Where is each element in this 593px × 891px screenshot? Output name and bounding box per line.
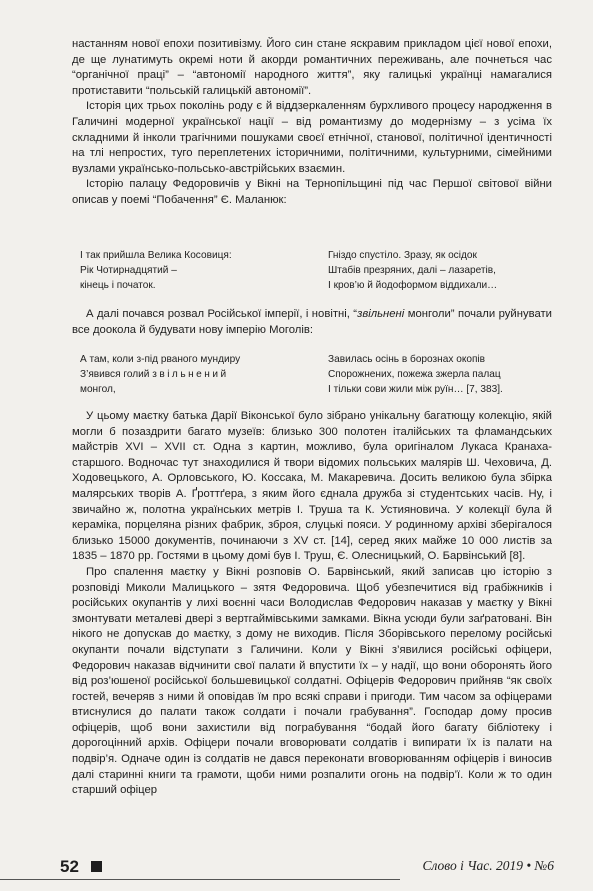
poem-line: І кров’ю й йодоформом віддихали… — [328, 280, 498, 291]
journal-title: Слово і Час. 2019 • №6 — [422, 858, 554, 873]
poem-line: монгол, — [80, 384, 116, 395]
paragraph: У цьому маєтку батька Дарії Віконської було зібрано унікальну багатющу колекцію, якій могли б позаздрити багато музеїв: близько 300 полотен італійських та фламандських майстрів XVI – XVII ст. Одна з картин, можливо, була оригіналом Лукаса Кранаха-старшого. Водночас тут знаходилися й твори відомих польських малярів Ш. Чеховича, Д. Ходовецького, А. Орловського, Ю. Коссака, М. Макаревича. Досить великою була збірка малярських творів А. Ґроттґера, з яким його єднала дружба зі студентських часів. Ну, і звичайно ж, полотна українських метрів І. Труша та К. Устияновича. У колекції була й кераміка, порцеляна різних фабрик, зброя, слуцькі пояси. У родинному архіві зберігалося близько 15000 документів, починаючи з XV ст. [14], серед яких майже 10 000 листів за 1835 – 1870 рр. Гостями в цьому домі був І. Труш, Є. Олесницький, О. Барвінський [8]. — [72, 410, 552, 563]
poem-line — [80, 367, 300, 382]
footer-rule — [0, 879, 400, 880]
poem-line: І тільки сови жили між руїн… [7, 383]. — [328, 384, 503, 395]
paragraph: настанням нової епохи позитивізму. Його син стане яскравим прикладом цієї нової епохи, де ще лунатимуть окремі ноти й акорди романтичних переживань, але почнеться час “органічної праці” – “автономії народного життя”, яку галицькі українці намагалися протиставити “польській галицькій автономії”. — [72, 38, 552, 97]
poem-line: Гніздо спустіло. Зразу, як осідок — [328, 250, 477, 261]
text-run: монголи” почали руйнувати все доокола й будувати нову імперію Моголів: — [72, 308, 552, 336]
spaced-word: звільнений — [152, 369, 229, 380]
poem-line: Завилась осінь в борознах окопів — [328, 354, 486, 365]
poem-column-right — [328, 352, 546, 397]
poem-quote-1 — [80, 248, 546, 293]
poem-line: А там, коли з-під рваного мундиру — [80, 354, 241, 365]
poem-column-left — [80, 248, 300, 293]
paragraph: Історія цих трьох поколінь роду є й віддзеркаленням бурхливого процесу народження в Галичині модерної української нації – від романтизму до модернізму – з усіма їх складними й інколи трагічними пошуками своєї етнічної, станової, політичної ідентичності на тлі непростих, туго переплетених історичними, політичними, культурними, сімейними вузлами українсько-польсько-австрійських взаємин. — [72, 100, 552, 175]
italic-word: звільнені — [357, 308, 405, 320]
text-block-transition — [72, 307, 552, 338]
paragraph — [72, 307, 552, 338]
page-number: 52 — [60, 857, 79, 876]
poem-line: Рік Чотирнадцятий – — [80, 265, 177, 276]
poem-column-right — [328, 248, 546, 293]
text-block-intro — [72, 37, 552, 209]
poem-line: кінець і початок. — [80, 280, 156, 291]
text-run: А далі почався розвал Російської імперії, і новітні, “ — [86, 308, 358, 320]
poem-column-left — [80, 352, 300, 397]
poem-line: І так прийшла Велика Косовиця: — [80, 250, 232, 261]
text-run: З’явився голий — [80, 369, 153, 380]
poem-line: Спорожнених, пожежа зжерла палац — [328, 369, 501, 380]
square-marker-icon — [91, 861, 102, 872]
page-footer — [0, 852, 593, 891]
text-block-collection — [72, 409, 552, 799]
poem-line: Штабів презряних, далі – лазаретів, — [328, 265, 496, 276]
poem-quote-2 — [80, 352, 546, 397]
paragraph: Про спалення маєтку у Вікні розповів О. Барвінський, який записав цю історію з розповіді Миколи Малицького – зятя Федоровича. Щоб убезпечитися від грабіжників і російських окупантів у лихі воєнні часи Володислав Федорович наказав у маєтку у Вікні змонтувати металеві двері з вертгаймівськими замками. Вікна усюди були заґратовані. Він нікого не допускав до маєтку, з дому не виходив. Після Зборівського перелому російські окупанти почали відступати з Галичини. Коли у Вікні з’явилися російські офіцери, Федорович наказав відчинити свої палати й впустити їх – у надії, що вони оборонять його від роз’юшеної російської большевицької солдатні. Офіцерів Федорович прийняв “як своїх гостей, вечеряв з ними й оповідав їм про всякі справи і пригоди. Тим часом за офіцерами втиснулися до палати також солдати і почали грабування”. Господар дому просив офіцерів, щоб вони захистили від пограбування “бодай його багату бібліотеку і дорогоцінний архів. Офіцери почали вговорювати солдатів і випирати їх із палати на подвір’я. Одначе один із солдатів не дався переконати вговорюванням офіцерів і виносив далі старинні книги та грамоти, щоби ними розпалити огонь на подвір’ї. Коли ж то один старший офіцер — [72, 565, 552, 797]
paragraph: Історію палацу Федоровичів у Вікні на Тернопільщині під час Першої світової війни описав у поемі “Побачення” Є. Маланюк: — [72, 178, 552, 206]
